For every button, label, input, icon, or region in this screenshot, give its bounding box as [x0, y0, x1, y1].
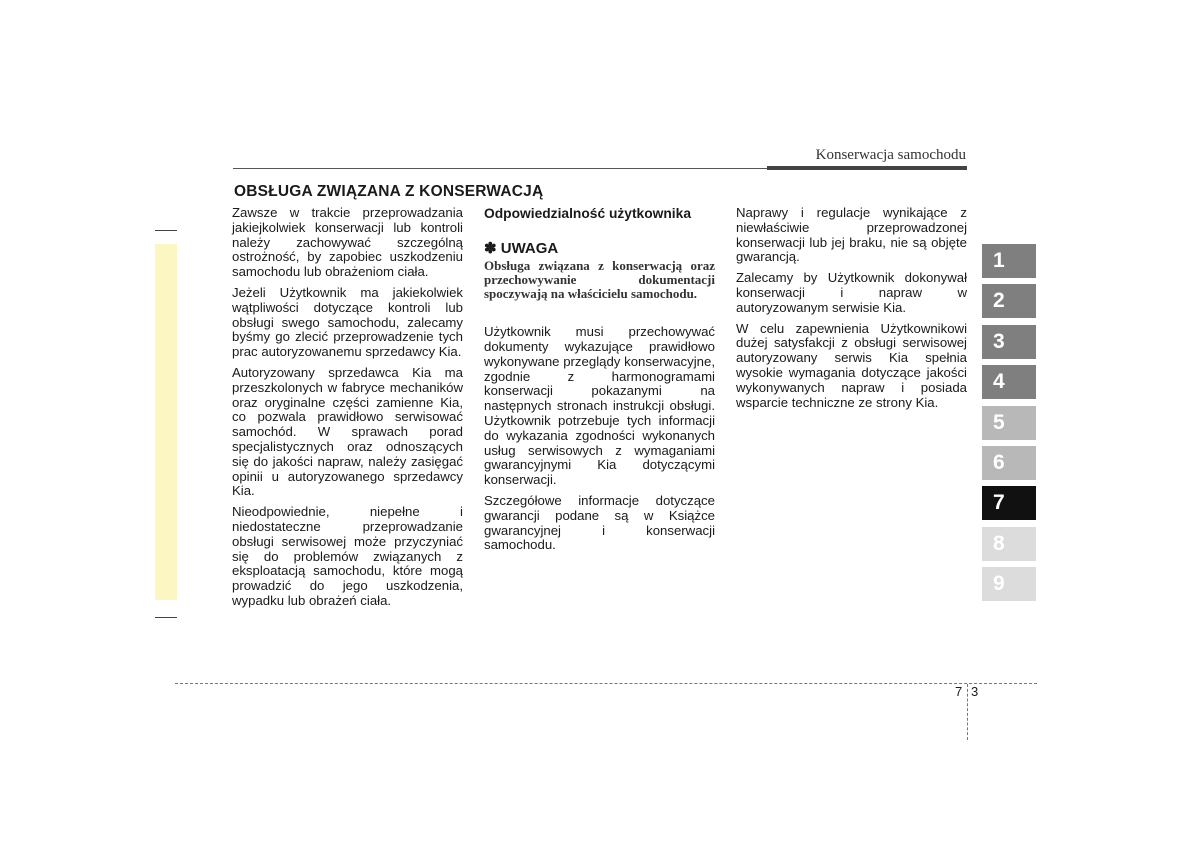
warning-title: ✽ UWAGA — [484, 239, 559, 257]
chapter-tab-1[interactable]: 1 — [982, 244, 1036, 278]
footer-page-divider — [967, 684, 968, 740]
margin-rule-top — [155, 230, 177, 231]
chapter-tab-3[interactable]: 3 — [982, 325, 1036, 359]
warning-text: Obsługa związana z konserwacją oraz przechowywanie dokumentacji spoczywają na właścicielu samochodu. — [484, 258, 715, 302]
page-chapter-number: 7 — [955, 684, 963, 699]
paragraph: Naprawy i regulacje wynikające z niewłaściwie przeprowadzonej konserwacji lub jej braku, nie są objęte gwarancją. — [736, 205, 967, 265]
chapter-tab-9[interactable]: 9 — [982, 567, 1036, 601]
running-header: Konserwacja samochodu — [815, 147, 966, 163]
paragraph: Zalecamy by Użytkownik dokonywał konserwacji i napraw w autoryzowanym serwisie Kia. — [736, 270, 967, 315]
paragraph: Jeżeli Użytkownik ma jakiekolwiek wątpliwości dotyczące kontroli lub obsługi swego samochodu, zalecamy byśmy go zlecić przeprowadzenie tych prac autoryzowanemu sprzedawcy Kia. — [232, 284, 463, 360]
header-rule-accent — [767, 166, 967, 170]
margin-rule-bottom — [155, 617, 177, 618]
chapter-tabs — [982, 244, 1036, 608]
paragraph: Nieodpowiednie, niepełne i niedostateczne przeprowadzanie obsługi serwisowej może przyczyniać się do problemów związanych z eksploatacją samochodu, które mogą prowadzić do jego uszkodzenia, wypadku lub obrażeń ciała. — [232, 504, 463, 608]
paragraph: W celu zapewnienia Użytkownikowi dużej satysfakcji z obsługi serwisowej autoryzowany serwis Kia spełnia wysokie wymagania dotyczące jakości wykonywanych napraw i posiada wsparcie techniczne ze strony Kia. — [736, 320, 967, 410]
paragraph: Użytkownik musi przechowywać dokumenty wykazujące prawidłowo wykonywane przeglądy konserwacyjne, zgodnie z harmonogramami konserwacji pokazanymi na następnych stronach instrukcji obsługi. Użytkownik potrzebuje tych informacji do wykazania zgodności wykonanych usług serwisowych z wymaganiami gwarancyjnymi Kia dotyczącymi konserwacji. — [484, 324, 715, 488]
chapter-tab-8[interactable]: 8 — [982, 527, 1036, 561]
text-column-2 — [484, 206, 715, 559]
chapter-tab-6[interactable]: 6 — [982, 446, 1036, 480]
section-title: OBSŁUGA ZWIĄZANA Z KONSERWACJĄ — [234, 183, 544, 200]
paragraph: Zawsze w trakcie przeprowadzania jakiejkolwiek konserwacji lub kontroli należy zachowywać szczególną ostrożność, by zapobiec uszkodzeniu samochodu lub obrażeniom ciała. — [232, 205, 463, 280]
subheading: Odpowiedzialność użytkownika — [484, 206, 691, 221]
chapter-tab-5[interactable]: 5 — [982, 406, 1036, 440]
chapter-tab-2[interactable]: 2 — [982, 284, 1036, 318]
chapter-tab-7-active[interactable]: 7 — [982, 486, 1036, 520]
header-rule — [233, 168, 767, 169]
text-column-1 — [232, 206, 463, 615]
footer-divider — [175, 683, 1037, 684]
margin-highlight-bar — [155, 244, 177, 600]
text-column-3 — [736, 206, 967, 416]
paragraph: Autoryzowany sprzedawca Kia ma przeszkolonych w fabryce mechaników oraz oryginalne części zamienne Kia, co pozwala prawidłowo serwisować samochód. W sprawach porad specjalistycznych oraz odnoszących się do jakości napraw, należy zasięgać opinii u autoryzowanego sprzedawcy Kia. — [232, 364, 463, 499]
chapter-tab-4[interactable]: 4 — [982, 365, 1036, 399]
paragraph: Szczegółowe informacje dotyczące gwarancji podane są w Książce gwarancyjnej i konserwacji samochodu. — [484, 493, 715, 553]
page-number: 3 — [971, 684, 979, 699]
